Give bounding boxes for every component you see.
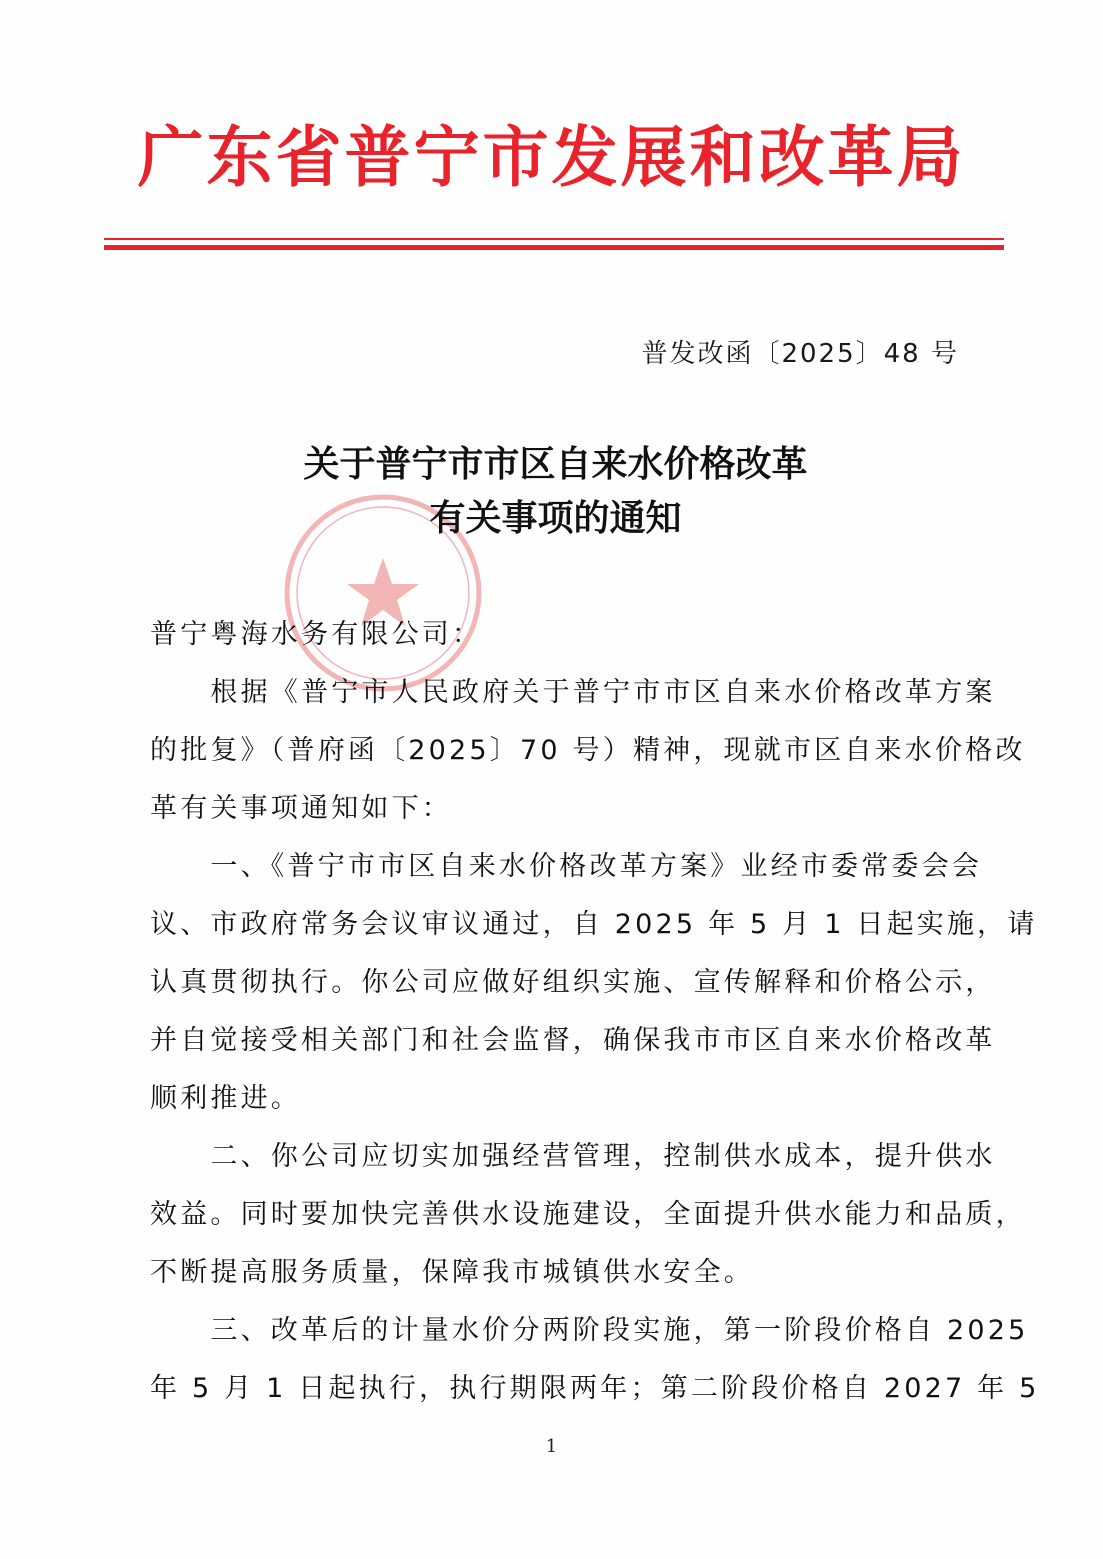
document-title	[100, 437, 1011, 545]
body-line: 并自觉接受相关部门和社会监督，确保我市市区自来水价格改革	[150, 1025, 996, 1056]
body-line: 效益。同时要加快完善供水设施建设，全面提升供水能力和品质，	[150, 1199, 1026, 1230]
body-line: 顺利推进。	[150, 1083, 301, 1114]
body-line: 认真贯彻执行。你公司应做好组织实施、宣传解释和价格公示，	[150, 967, 996, 998]
body-line: 普宁粤海水务有限公司：	[150, 619, 483, 650]
letterhead-rule-thick	[104, 245, 1004, 250]
body-line: 一、《普宁市市区自来水价格改革方案》业经市委常委会会	[150, 851, 983, 882]
body-line: 二、你公司应切实加强经营管理，控制供水成本，提升供水	[150, 1141, 996, 1172]
body-line: 不断提高服务质量，保障我市城镇供水安全。	[150, 1257, 754, 1288]
body-line: 的批复》（普府函〔2025〕70 号）精神，现就市区自来水价格改	[150, 735, 1026, 766]
letterhead-title: 广东省普宁市发展和改革局	[137, 118, 966, 196]
body-line: 年 5 月 1 日起执行，执行期限两年；第二阶段价格自 2027 年 5	[150, 1373, 1040, 1404]
page-number: 1	[545, 1436, 558, 1457]
title-line-2: 有关事项的通知	[429, 497, 682, 539]
body-line: 根据《普宁市人民政府关于普宁市市区自来水价格改革方案	[150, 677, 996, 708]
letterhead-rule-thin	[104, 238, 1004, 240]
document-number: 普发改函〔2025〕48 号	[641, 339, 959, 369]
body-line: 议、市政府常务会议审议通过，自 2025 年 5 月 1 日起实施，请	[150, 909, 1038, 940]
body-line: 三、改革后的计量水价分两阶段实施，第一阶段价格自 2025	[150, 1315, 1029, 1346]
title-line-1: 关于普宁市市区自来水价格改革	[303, 443, 808, 485]
body-line: 革有关事项通知如下：	[150, 793, 452, 824]
document-body	[150, 606, 1040, 1418]
